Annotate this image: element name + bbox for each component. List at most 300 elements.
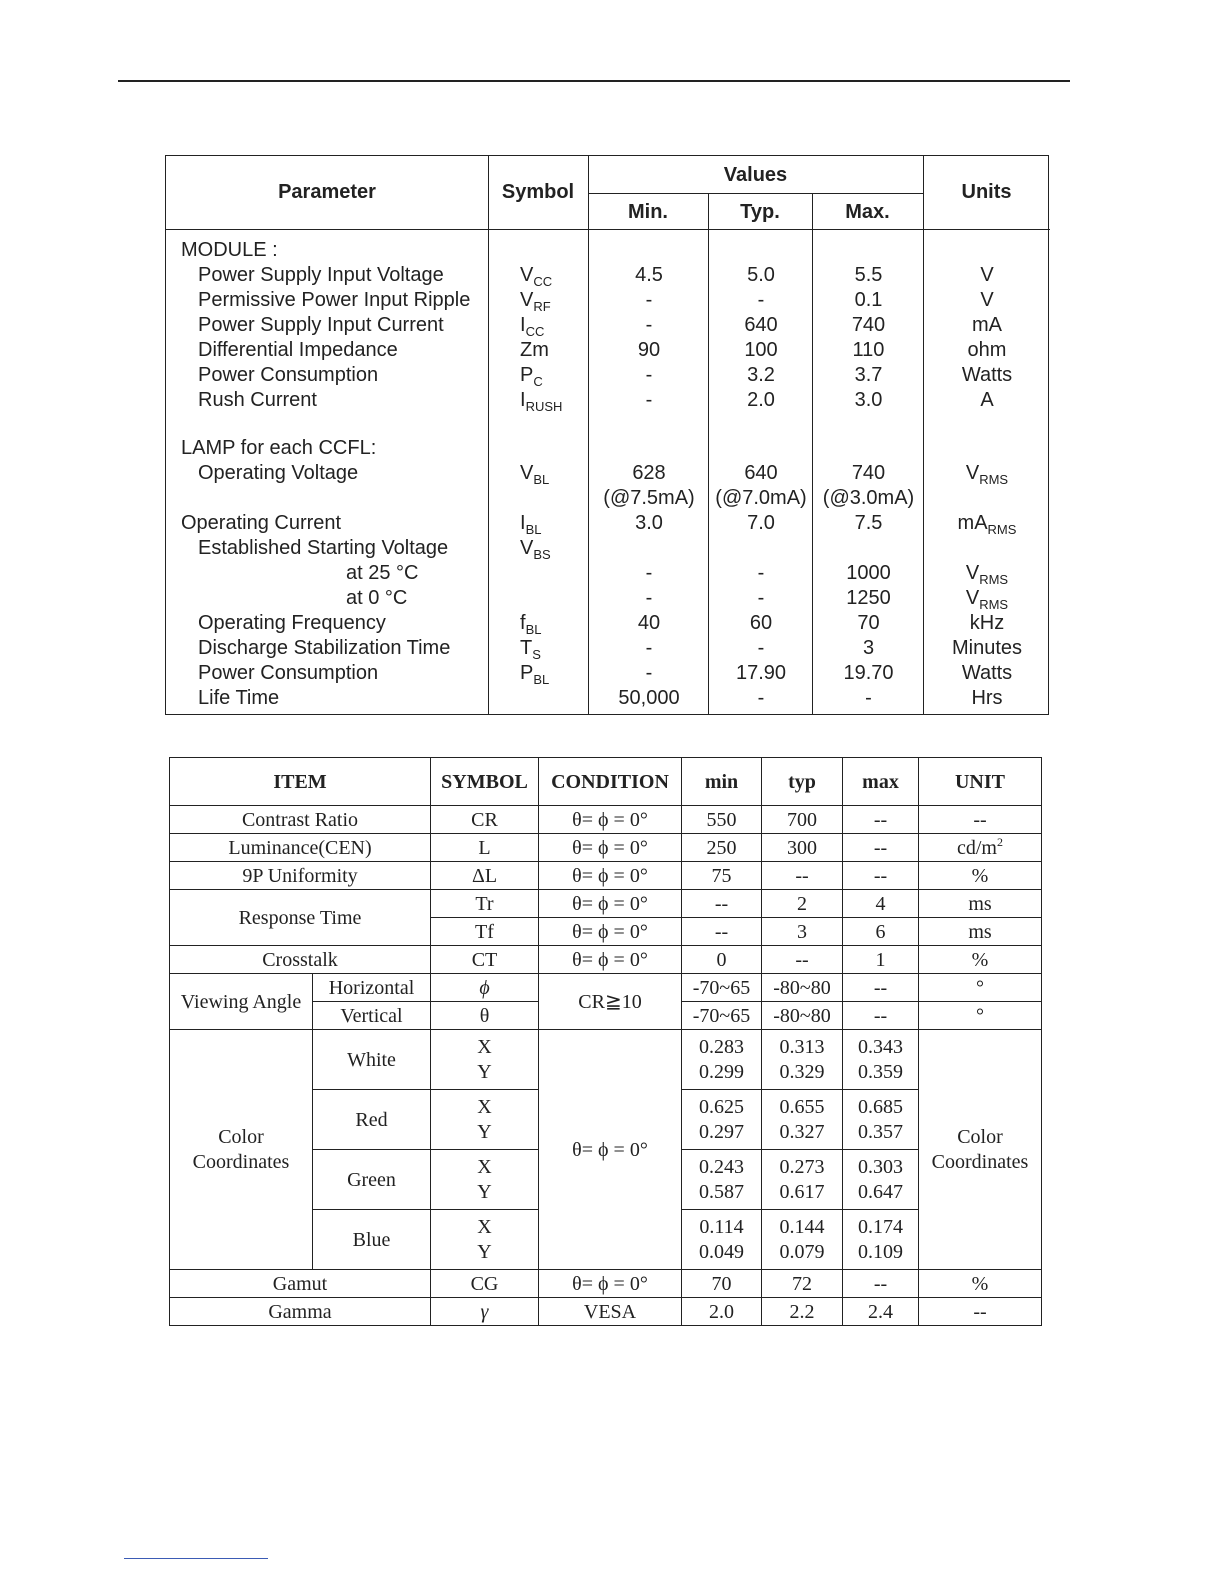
- parameter-cell: [198, 661, 378, 686]
- typ-cell-text: -: [757, 637, 765, 659]
- symbol-cell: L: [431, 834, 539, 862]
- symbol-cell-text: T: [520, 637, 533, 659]
- parameter-cell: [198, 263, 444, 288]
- table-row: [170, 834, 1042, 862]
- parameter-cell-text: Permissive Power Input Ripple: [198, 289, 471, 311]
- unit-cell-subscript: RMS: [979, 572, 1009, 587]
- unit-cell-text: A: [980, 389, 994, 411]
- header-max: max: [843, 758, 919, 806]
- typ-cell: 72: [762, 1270, 843, 1298]
- parameter-cell-text: Established Starting Voltage: [198, 537, 449, 559]
- value-y: 0.109: [858, 1240, 903, 1263]
- value-x: 0.313: [779, 1035, 825, 1058]
- min-cell: [589, 561, 709, 586]
- typ-cell: -80~80: [762, 974, 843, 1002]
- unit-cell-subscript: RMS: [979, 597, 1009, 612]
- symbol-y: Y: [477, 1120, 492, 1143]
- max-cell: [813, 313, 924, 338]
- min-cell: [589, 461, 709, 486]
- header-min: min: [682, 758, 762, 806]
- symbol-cell-subscript: CC: [525, 324, 545, 339]
- table-row: [170, 806, 1042, 834]
- typ-cell: --: [762, 862, 843, 890]
- sub-item-blue: Blue: [313, 1210, 431, 1270]
- typ-cell-text: 2.0: [747, 389, 775, 411]
- min-cell-text: -: [645, 662, 653, 684]
- value-y: 0.327: [779, 1120, 825, 1143]
- typ-cell: --: [762, 946, 843, 974]
- parameter-cell: [198, 388, 317, 413]
- parameter-cell-text: Operating Current: [181, 512, 342, 534]
- typ-cell: [762, 1150, 843, 1210]
- typ-cell: 2.2: [762, 1298, 843, 1326]
- symbol-cell-text: V: [520, 289, 534, 311]
- item-line: Color: [218, 1125, 264, 1148]
- symbol-cell-text: V: [520, 537, 534, 559]
- header-unit: UNIT: [919, 758, 1042, 806]
- header-rule: [118, 80, 1070, 82]
- table-header-row: [170, 758, 1042, 806]
- symbol-cell-subscript: BL: [525, 522, 542, 537]
- value-x: 0.283: [699, 1035, 744, 1058]
- parameter-cell: [198, 536, 448, 561]
- parameter-cell: [198, 611, 386, 636]
- max-cell-text: 740: [851, 314, 886, 336]
- header-typ: typ: [762, 758, 843, 806]
- header-max: Max.: [845, 201, 890, 223]
- typ-cell: [762, 1030, 843, 1090]
- table-row: [166, 661, 1050, 686]
- table-row: [170, 1030, 1042, 1090]
- max-cell: [843, 1030, 919, 1090]
- max-cell-text: 19.70: [843, 662, 894, 684]
- sub-item-red: Red: [313, 1090, 431, 1150]
- typ-cell: [709, 486, 813, 511]
- typ-cell-text: 3.2: [747, 364, 775, 386]
- parameter-cell: [346, 561, 418, 586]
- max-cell: [813, 561, 924, 586]
- min-cell: --: [682, 890, 762, 918]
- min-cell-text: 50,000: [618, 687, 680, 709]
- parameter-cell-text: Discharge Stabilization Time: [198, 637, 451, 659]
- max-cell: [843, 1150, 919, 1210]
- item-line: Coordinates: [192, 1150, 290, 1173]
- symbol-cell-subscript: RF: [533, 299, 551, 314]
- symbol-cell-text: P: [520, 662, 534, 684]
- min-cell: [682, 1150, 762, 1210]
- symbol-cell: [431, 1090, 539, 1150]
- max-cell-text: (@3.0mA): [822, 487, 915, 509]
- value-y: 0.297: [699, 1120, 744, 1143]
- symbol-cell: ϕ: [431, 974, 539, 1002]
- parameter-cell: [181, 238, 278, 263]
- header-min: Min.: [628, 201, 668, 223]
- table-row: [166, 561, 1050, 586]
- optical-spec-table: [169, 757, 1042, 1326]
- symbol-cell: [431, 1150, 539, 1210]
- max-cell: --: [843, 806, 919, 834]
- parameter-cell: [198, 461, 358, 486]
- min-cell: 2.0: [682, 1298, 762, 1326]
- header-symbol: Symbol: [501, 181, 575, 203]
- parameter-cell-text: Power Consumption: [198, 364, 379, 386]
- min-cell-text: (@7.5mA): [603, 487, 695, 509]
- min-cell: [589, 661, 709, 686]
- parameter-cell-text: Power Supply Input Current: [198, 314, 444, 336]
- typ-cell: [709, 686, 813, 711]
- typ-cell-text: -: [757, 562, 765, 584]
- parameter-cell-text: Operating Frequency: [198, 612, 386, 634]
- electrical-spec-table: [165, 155, 1049, 715]
- table-row: [166, 511, 1050, 536]
- header-units: Units: [961, 181, 1012, 203]
- unit-cell-text: V: [965, 587, 980, 609]
- typ-cell: [709, 263, 813, 288]
- typ-cell-text: -: [757, 587, 765, 609]
- min-cell-text: -: [645, 289, 653, 311]
- typ-cell-text: 17.90: [735, 662, 787, 684]
- max-cell-text: 7.5: [854, 512, 883, 534]
- condition-cell: θ= ϕ = 0°: [539, 890, 682, 918]
- max-cell: 6: [843, 918, 919, 946]
- table-row: [170, 946, 1042, 974]
- unit-cell-text: Hrs: [971, 687, 1003, 709]
- min-cell: [589, 611, 709, 636]
- parameter-cell: [198, 288, 470, 313]
- max-cell: [843, 1210, 919, 1270]
- symbol-cell-subscript: C: [533, 374, 543, 389]
- typ-cell: -80~80: [762, 1002, 843, 1030]
- max-cell-text: 3.7: [854, 364, 883, 386]
- max-cell: [813, 263, 924, 288]
- typ-cell: 3: [762, 918, 843, 946]
- symbol-x: X: [477, 1215, 492, 1238]
- unit-cell-text: Minutes: [951, 637, 1023, 659]
- value-y: 0.049: [699, 1240, 744, 1263]
- unit-cell-subscript: RMS: [979, 472, 1009, 487]
- min-cell-text: 4.5: [635, 264, 663, 286]
- item-viewing-angle: Viewing Angle: [170, 974, 313, 1030]
- typ-cell: [762, 1210, 843, 1270]
- typ-cell-text: 5.0: [747, 264, 775, 286]
- header-item: ITEM: [170, 758, 431, 806]
- header-sub-rule: [589, 193, 923, 194]
- typ-cell-text: (@7.0mA): [715, 487, 807, 509]
- parameter-cell: [198, 636, 450, 661]
- min-cell: 250: [682, 834, 762, 862]
- symbol-cell: Tr: [431, 890, 539, 918]
- max-cell-text: 1250: [846, 587, 891, 609]
- item-color-coordinates: [170, 1030, 313, 1270]
- symbol-cell-text: f: [520, 612, 526, 634]
- item-uniformity: 9P Uniformity: [170, 862, 431, 890]
- unit-cell-text: V: [980, 289, 994, 311]
- item-contrast-ratio: Contrast Ratio: [170, 806, 431, 834]
- typ-cell-text: 60: [749, 612, 773, 634]
- typ-cell: [709, 363, 813, 388]
- table-row: [170, 1298, 1042, 1326]
- parameter-cell-text: Power Consumption: [198, 662, 379, 684]
- condition-cell: θ= ϕ = 0°: [539, 918, 682, 946]
- condition-cell: VESA: [539, 1298, 682, 1326]
- table-row: [170, 974, 1042, 1002]
- parameter-cell-text: MODULE :: [181, 239, 278, 261]
- symbol-cell-text: V: [520, 264, 534, 286]
- typ-cell: [709, 561, 813, 586]
- max-cell: [813, 686, 924, 711]
- max-cell: 1: [843, 946, 919, 974]
- value-y: 0.617: [779, 1180, 825, 1203]
- max-cell: 2.4: [843, 1298, 919, 1326]
- parameter-cell-text: Rush Current: [198, 389, 317, 411]
- min-cell: [682, 1210, 762, 1270]
- table-row: [166, 313, 1050, 338]
- min-cell: [682, 1090, 762, 1150]
- symbol-cell-text: I: [520, 512, 526, 534]
- symbol-y: Y: [477, 1180, 492, 1203]
- value-x: 0.625: [699, 1095, 744, 1118]
- min-cell-text: -: [645, 562, 653, 584]
- symbol-cell: θ: [431, 1002, 539, 1030]
- symbol-cell: CR: [431, 806, 539, 834]
- symbol-cell: [431, 1030, 539, 1090]
- sub-item-vertical: Vertical: [313, 1002, 431, 1030]
- symbol-cell-subscript: CC: [533, 274, 553, 289]
- max-cell-text: 740: [851, 462, 886, 484]
- value-x: 0.243: [699, 1155, 744, 1178]
- max-cell: [813, 586, 924, 611]
- condition-cell: θ= ϕ = 0°: [539, 1030, 682, 1270]
- unit-cell: °: [919, 1002, 1042, 1030]
- max-cell: --: [843, 974, 919, 1002]
- min-cell: [589, 363, 709, 388]
- max-cell: --: [843, 862, 919, 890]
- table-row: [166, 436, 1050, 461]
- min-cell: 0: [682, 946, 762, 974]
- unit-cell: %: [919, 946, 1042, 974]
- table-row: [166, 536, 1050, 561]
- min-cell-text: -: [645, 364, 653, 386]
- typ-cell-text: -: [757, 289, 765, 311]
- table-row: [166, 288, 1050, 313]
- unit-cell: ms: [919, 890, 1042, 918]
- value-x: 0.303: [858, 1155, 903, 1178]
- min-cell: 75: [682, 862, 762, 890]
- sub-item-green: Green: [313, 1150, 431, 1210]
- max-cell: --: [843, 1270, 919, 1298]
- table-row: [166, 388, 1050, 413]
- min-cell: [589, 586, 709, 611]
- max-cell: [813, 288, 924, 313]
- symbol-cell: [431, 1210, 539, 1270]
- value-y: 0.299: [699, 1060, 744, 1083]
- min-cell: [589, 511, 709, 536]
- min-cell: -70~65: [682, 974, 762, 1002]
- unit-cell-text: mA: [972, 314, 1002, 336]
- max-cell: --: [843, 1002, 919, 1030]
- symbol-cell-text: I: [520, 389, 526, 411]
- max-cell: [813, 661, 924, 686]
- condition-cell: θ= ϕ = 0°: [539, 834, 682, 862]
- unit-cell: ms: [919, 918, 1042, 946]
- table-row: [166, 686, 1050, 711]
- table-row: [166, 338, 1050, 363]
- value-x: 0.685: [858, 1095, 903, 1118]
- symbol-y: Y: [477, 1060, 492, 1083]
- sub-item-white: White: [313, 1030, 431, 1090]
- parameter-cell-text: Differential Impedance: [198, 339, 398, 361]
- parameter-cell-text: Life Time: [198, 687, 280, 709]
- sub-item-horizontal: Horizontal: [313, 974, 431, 1002]
- max-cell: [813, 388, 924, 413]
- typ-cell: [709, 288, 813, 313]
- header-parameter: Parameter: [278, 181, 376, 203]
- typ-cell-text: 640: [744, 314, 778, 336]
- typ-cell: [762, 1090, 843, 1150]
- unit-line: Color: [957, 1125, 1003, 1148]
- symbol-cell-text: P: [520, 364, 534, 386]
- symbol-cell-text: I: [520, 314, 526, 336]
- min-cell-text: -: [645, 314, 653, 336]
- typ-cell: 300: [762, 834, 843, 862]
- unit-cell: °: [919, 974, 1042, 1002]
- symbol-cell-subscript: RUSH: [525, 399, 563, 414]
- value-x: 0.144: [779, 1215, 825, 1238]
- unit-cell-text: Watts: [961, 364, 1013, 386]
- condition-cell: θ= ϕ = 0°: [539, 862, 682, 890]
- min-cell-text: -: [645, 637, 653, 659]
- value-x: 0.114: [699, 1215, 744, 1238]
- typ-cell: [709, 511, 813, 536]
- typ-cell: [709, 661, 813, 686]
- item-response-time: Response Time: [170, 890, 431, 946]
- unit-cell: %: [919, 862, 1042, 890]
- table-row: [170, 1270, 1042, 1298]
- min-cell: [682, 1030, 762, 1090]
- typ-cell: [709, 338, 813, 363]
- parameter-cell: [198, 338, 398, 363]
- typ-cell: [709, 586, 813, 611]
- header-symbol: SYMBOL: [431, 758, 539, 806]
- max-cell: [813, 611, 924, 636]
- max-cell: [813, 486, 924, 511]
- max-cell-text: 0.1: [854, 289, 883, 311]
- symbol-cell-subscript: BL: [533, 672, 550, 687]
- typ-cell: [709, 611, 813, 636]
- unit-cell-text: mA: [957, 512, 988, 534]
- symbol-cell: γ: [431, 1298, 539, 1326]
- typ-cell: [709, 313, 813, 338]
- value-y: 0.079: [779, 1240, 825, 1263]
- unit-text: cd/m: [957, 836, 997, 859]
- typ-cell: [709, 636, 813, 661]
- max-cell: [813, 363, 924, 388]
- unit-cell: --: [919, 806, 1042, 834]
- parameter-cell-text: Operating Voltage: [198, 462, 359, 484]
- max-cell-text: 3.0: [854, 389, 883, 411]
- symbol-cell-text: V: [520, 462, 534, 484]
- symbol-x: X: [477, 1155, 492, 1178]
- min-cell: 70: [682, 1270, 762, 1298]
- min-cell-text: -: [645, 587, 653, 609]
- unit-cell-text: V: [965, 462, 980, 484]
- header-rule: [166, 229, 1050, 230]
- min-cell: [589, 486, 709, 511]
- min-cell-text: 90: [637, 339, 661, 361]
- min-cell: [589, 388, 709, 413]
- value-y: 0.587: [699, 1180, 744, 1203]
- min-cell-text: 40: [637, 612, 661, 634]
- table-row: [170, 862, 1042, 890]
- value-x: 0.273: [779, 1155, 825, 1178]
- typ-cell: [709, 388, 813, 413]
- min-cell: [589, 288, 709, 313]
- parameter-cell: [198, 313, 444, 338]
- max-cell-text: 3: [862, 637, 875, 659]
- typ-cell: [709, 461, 813, 486]
- table-row: [166, 461, 1050, 486]
- parameter-cell-text: at 25 °C: [346, 562, 419, 584]
- value-y: 0.329: [779, 1060, 825, 1083]
- max-cell: [813, 461, 924, 486]
- condition-cell: θ= ϕ = 0°: [539, 806, 682, 834]
- max-cell: --: [843, 834, 919, 862]
- condition-cell: CR≧10: [539, 974, 682, 1030]
- min-cell: [589, 636, 709, 661]
- symbol-cell-subscript: BL: [533, 472, 550, 487]
- footnote-rule: [124, 1558, 268, 1559]
- symbol-cell: CG: [431, 1270, 539, 1298]
- symbol-x: X: [477, 1095, 492, 1118]
- min-cell: [589, 313, 709, 338]
- table-row: [166, 586, 1050, 611]
- symbol-cell: ΔL: [431, 862, 539, 890]
- symbol-y: Y: [477, 1240, 492, 1263]
- max-cell-text: 70: [857, 612, 880, 634]
- unit-cell-subscript: RMS: [987, 522, 1017, 537]
- condition-cell: θ= ϕ = 0°: [539, 1270, 682, 1298]
- item-gamut: Gamut: [170, 1270, 431, 1298]
- unit-cell: [924, 686, 1050, 717]
- typ-cell-text: 7.0: [747, 512, 775, 534]
- parameter-cell: [346, 586, 407, 611]
- parameter-cell-text: at 0 °C: [346, 587, 408, 609]
- typ-cell-text: 640: [744, 462, 778, 484]
- value-y: 0.357: [858, 1120, 903, 1143]
- value-x: 0.343: [858, 1035, 903, 1058]
- table-row: [166, 611, 1050, 636]
- max-cell: [843, 1090, 919, 1150]
- value-x: 0.174: [858, 1215, 903, 1238]
- min-cell-text: 628: [632, 462, 666, 484]
- unit-cell: [924, 388, 1050, 419]
- min-cell: [589, 338, 709, 363]
- symbol-cell-subscript: BS: [533, 547, 551, 562]
- value-y: 0.647: [858, 1180, 903, 1203]
- unit-cell-text: ohm: [967, 339, 1007, 361]
- parameter-cell: [198, 363, 378, 388]
- header-condition: CONDITION: [539, 758, 682, 806]
- typ-cell: 2: [762, 890, 843, 918]
- value-y: 0.359: [858, 1060, 903, 1083]
- symbol-cell: Tf: [431, 918, 539, 946]
- symbol-cell-subscript: S: [532, 647, 541, 662]
- typ-cell-text: 100: [744, 339, 778, 361]
- parameter-cell: [181, 511, 341, 536]
- parameter-cell: [181, 436, 376, 461]
- max-cell: [813, 511, 924, 536]
- min-cell-text: -: [645, 389, 653, 411]
